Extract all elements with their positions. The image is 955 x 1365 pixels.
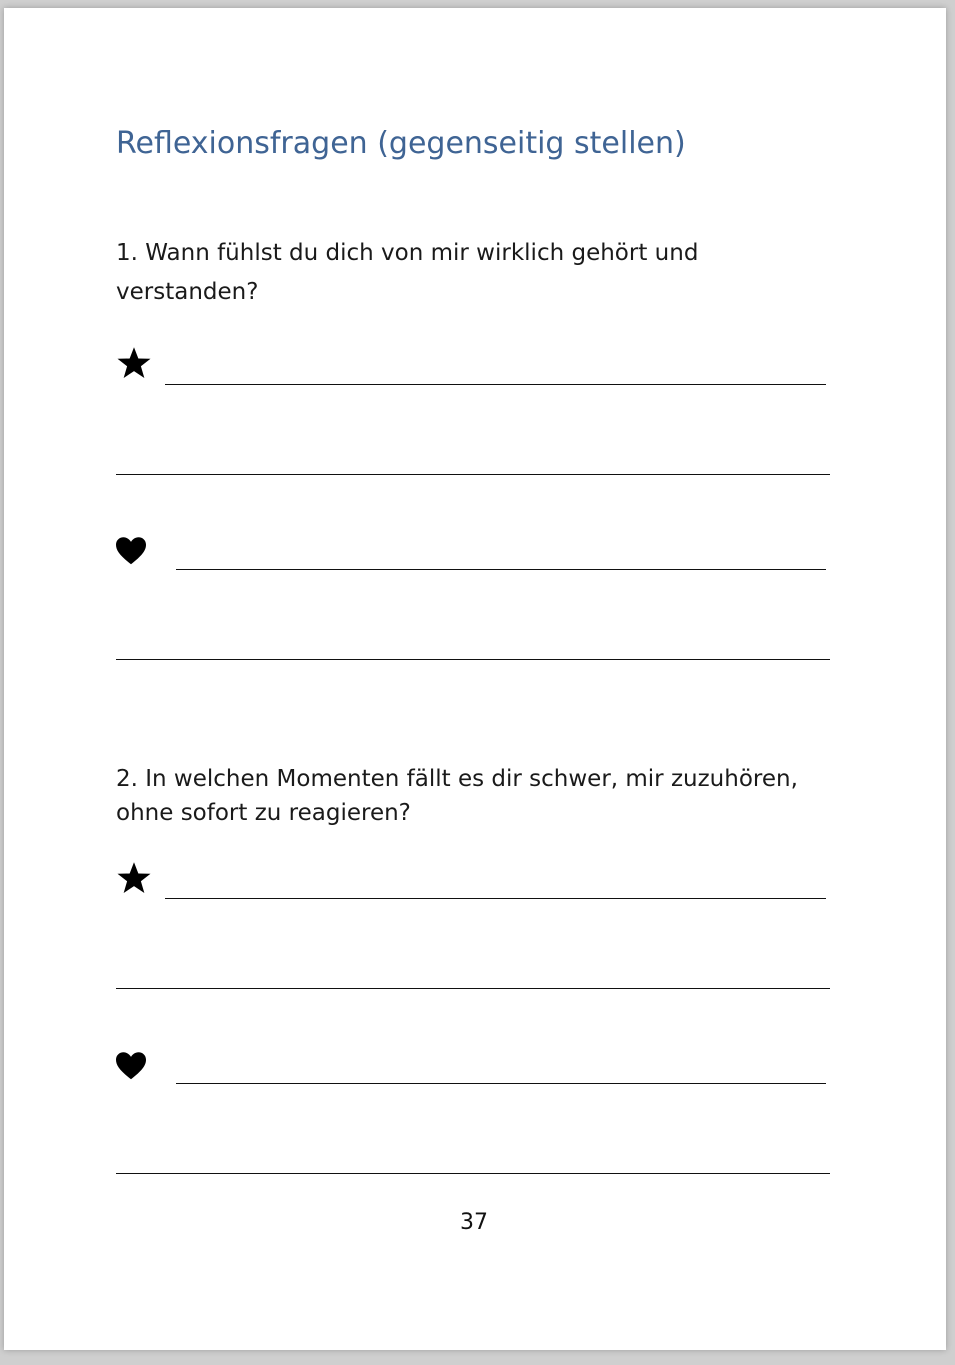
answer-line[interactable] [176, 1083, 826, 1084]
answer-line[interactable] [116, 659, 830, 660]
question-2: 2. In welchen Momenten fällt es dir schwer, mir zuzuhören, ohne sofort zu reagieren? [116, 766, 798, 826]
page-title: Reflexionsfragen (gegenseitig stellen) [116, 126, 686, 161]
answer-line[interactable] [165, 898, 826, 899]
question-1: 1. Wann fühlst du dich von mir wirklich gehört und verstanden? [116, 240, 699, 305]
answer-line[interactable] [176, 569, 826, 570]
document-page [4, 8, 946, 1350]
answer-line[interactable] [116, 1173, 830, 1174]
star-icon [116, 345, 152, 381]
answer-line[interactable] [165, 384, 826, 385]
heart-icon [113, 532, 149, 568]
answer-line[interactable] [116, 474, 830, 475]
star-icon [116, 860, 152, 896]
page-number: 37 [460, 1210, 488, 1235]
answer-line[interactable] [116, 988, 830, 989]
heart-icon [113, 1047, 149, 1083]
